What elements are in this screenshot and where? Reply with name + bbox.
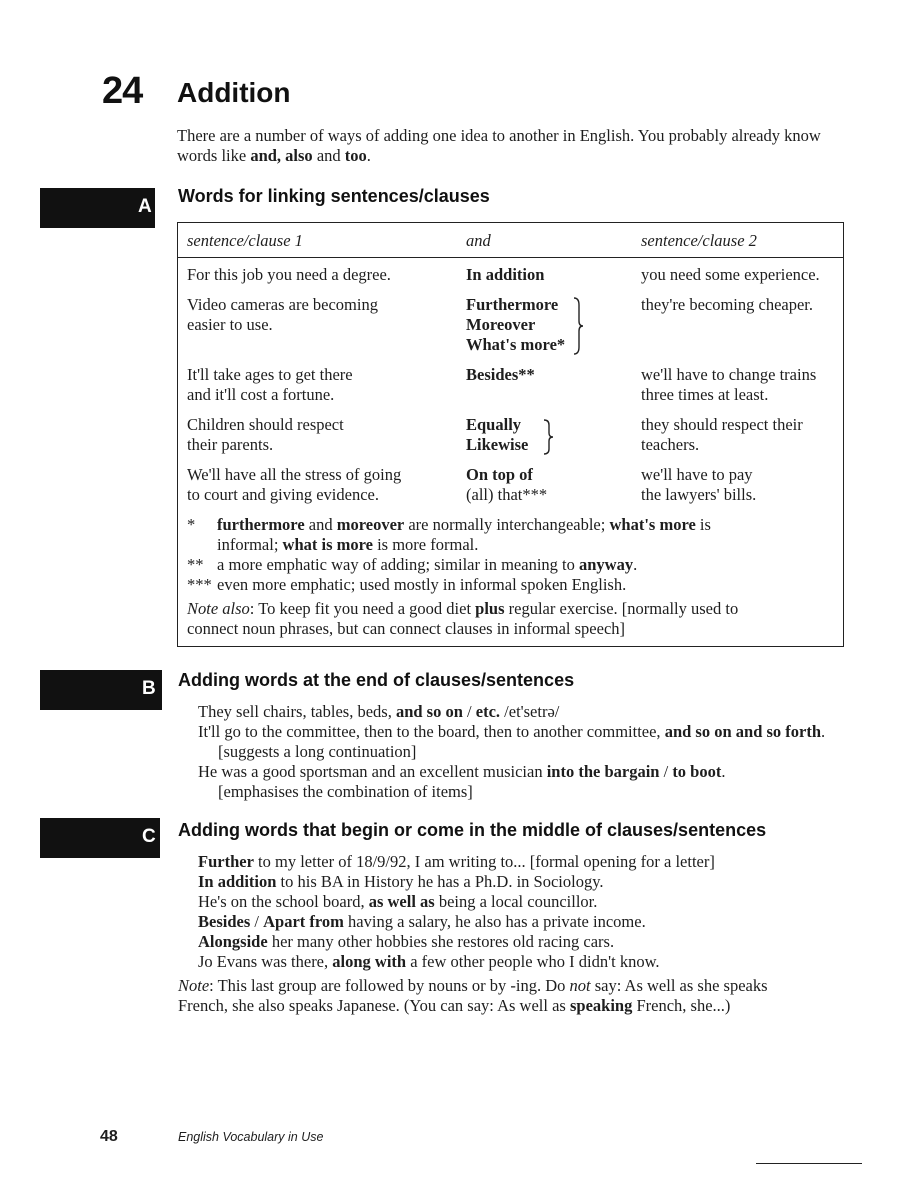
footnote-keyword: moreover [336, 515, 405, 534]
example-keyword: Besides [198, 912, 251, 931]
note-also [187, 599, 837, 619]
example-keyword: along with [332, 952, 407, 971]
book-title: English Vocabulary in Use [178, 1130, 324, 1144]
table-header-rule [178, 257, 843, 258]
note-text: say: As well as she speaks [590, 976, 768, 995]
page-number: 48 [100, 1128, 118, 1145]
footnote-2 [187, 555, 837, 575]
footnote-1-cont [187, 535, 837, 555]
example-text: to my letter of 18/9/92, I am writing to... [formal opening for a letter] [253, 852, 715, 871]
example-keyword: to boot [672, 762, 722, 781]
example-keyword: Further [198, 852, 254, 871]
footnote-keyword: furthermore [217, 515, 305, 534]
table-cell: teachers. [641, 435, 700, 454]
section-a-marker [40, 188, 155, 228]
example-text: . [suggests a long continuation] [218, 722, 826, 761]
example-text: / [659, 762, 673, 781]
unit-number: 24 [102, 70, 143, 112]
section-c-examples [198, 852, 858, 972]
table-cell: Furthermore [466, 295, 559, 314]
note-label: Note also [187, 599, 250, 618]
example-text: having a salary, he also has a private income. [343, 912, 646, 931]
table-row [641, 415, 841, 455]
note-text: French, she...) [632, 996, 731, 1015]
table-cell: to court and giving evidence. [187, 485, 379, 504]
footnote-text: a more emphatic way of adding; similar in meaning to [217, 555, 579, 574]
example-text: a few other people who I didn't know. [406, 952, 660, 971]
right-brace-icon [542, 419, 554, 455]
note-text: connect noun phrases, but can connect clauses in informal speech] [187, 619, 626, 638]
footnote-text: and [304, 515, 337, 534]
example-text: her many other hobbies she restores old racing cars. [267, 932, 615, 951]
list-item [198, 872, 858, 892]
table-cell: we'll have to pay [641, 465, 753, 484]
footnote-text: informal; [217, 535, 283, 554]
section-a-letter: A [138, 196, 152, 217]
section-c-note [178, 976, 848, 1016]
section-a-heading: Words for linking sentences/clauses [178, 186, 490, 206]
note-text: : To keep fit you need a good diet [249, 599, 476, 618]
table-cell: and it'll cost a fortune. [187, 385, 335, 404]
table-cell: you need some experience. [641, 265, 820, 284]
list-item [198, 762, 858, 782]
example-keyword: Apart from [263, 912, 344, 931]
footer-rule [756, 1163, 862, 1164]
example-text: / [250, 912, 264, 931]
footnote-keyword: anyway [579, 555, 634, 574]
footnote-text: is more formal. [372, 535, 479, 554]
table-footnotes [187, 515, 837, 639]
table-row [641, 295, 841, 315]
table-cell: On top of [466, 465, 533, 484]
table-cell: In addition [466, 265, 545, 284]
footnote-marker: * [187, 515, 196, 534]
footnote-marker: ** [187, 555, 204, 574]
example-text: [emphasises the combination of items] [218, 782, 473, 801]
list-item [198, 892, 858, 912]
example-text: . [721, 762, 726, 781]
table-row-connector [466, 265, 616, 285]
table-cell: Moreover [466, 315, 536, 334]
table-cell: Video cameras are becoming [187, 295, 378, 314]
right-brace-icon [572, 297, 584, 355]
intro-paragraph [177, 126, 857, 166]
note-keyword: plus [475, 599, 505, 618]
table-cell: Likewise [466, 435, 529, 454]
footnote-marker: *** [187, 575, 212, 594]
table-cell: three times at least. [641, 385, 769, 404]
table-row [187, 265, 457, 285]
example-keyword: and so on and so forth [664, 722, 822, 741]
example-text: /et'setrə/ [500, 702, 560, 721]
intro-keyword: and, also [250, 146, 313, 165]
table-row-connector [466, 295, 616, 355]
list-item [198, 852, 858, 872]
table-row [641, 465, 841, 505]
table-cell: We'll have all the stress of going [187, 465, 402, 484]
example-text: being a local councillor. [434, 892, 598, 911]
table-cell: they're becoming cheaper. [641, 295, 814, 314]
list-item [198, 722, 858, 762]
example-keyword: etc. [475, 702, 501, 721]
intro-text: and [312, 146, 345, 165]
table-row-connector [466, 365, 616, 385]
table-cell: they should respect their [641, 415, 803, 434]
section-b-letter: B [142, 678, 156, 699]
section-c-letter: C [142, 826, 156, 847]
example-text: / [462, 702, 476, 721]
table-row [187, 465, 457, 505]
section-b-marker [40, 670, 162, 710]
section-b-examples [198, 702, 858, 802]
table-cell: easier to use. [187, 315, 273, 334]
example-text: Jo Evans was there, [198, 952, 333, 971]
list-item-cont [198, 782, 858, 802]
note-text: : This last group are followed by nouns or by -ing. Do [209, 976, 570, 995]
table-cell: (all) that*** [466, 485, 548, 504]
table-cell: For this job you need a degree. [187, 265, 391, 284]
note-line [178, 996, 848, 1016]
example-text: It'll go to the committee, then to the board, then to another committee, [198, 722, 665, 741]
table-row-connector [466, 465, 616, 505]
list-item [198, 932, 858, 952]
footnote-keyword: what is more [282, 535, 373, 554]
note-text: French, she also speaks Japanese. (You can say: As well as [178, 996, 570, 1015]
example-text: to his BA in History he has a Ph.D. in Sociology. [276, 872, 604, 891]
unit-title: Addition [177, 77, 291, 108]
example-text: He's on the school board, [198, 892, 369, 911]
footnote-text: are normally interchangeable; [404, 515, 610, 534]
linking-words-table [177, 222, 844, 647]
table-header-col3: sentence/clause 2 [641, 231, 757, 250]
note-also-cont [187, 619, 837, 639]
intro-keyword: too [344, 146, 367, 165]
table-row-connector [466, 415, 616, 455]
table-row [641, 265, 841, 285]
table-header-col2: and [466, 231, 491, 250]
note-label: Note [178, 976, 210, 995]
table-row [187, 365, 457, 405]
footnote-text: even more emphatic; used mostly in informal spoken English. [217, 575, 627, 594]
table-header-col1: sentence/clause 1 [187, 231, 303, 250]
section-c-marker [40, 818, 160, 858]
footnote-text: . [633, 555, 638, 574]
footnote-text: is [695, 515, 711, 534]
table-cell: What's more* [466, 335, 566, 354]
table-cell: Equally [466, 415, 522, 434]
table-cell: we'll have to change trains [641, 365, 817, 384]
note-text: regular exercise. [normally used to [504, 599, 739, 618]
table-cell: Children should respect [187, 415, 344, 434]
table-row [187, 415, 457, 455]
intro-text: There are a number of ways of adding one idea to another in English. You probably already know words like [177, 126, 821, 165]
list-item [198, 702, 858, 722]
example-keyword: as well as [368, 892, 435, 911]
note-line [178, 976, 848, 996]
intro-text: . [366, 146, 371, 165]
example-keyword: and so on [395, 702, 463, 721]
section-c-heading: Adding words that begin or come in the middle of clauses/sentences [178, 820, 767, 840]
table-row [641, 365, 841, 405]
example-keyword: Alongside [198, 932, 268, 951]
table-row [187, 295, 457, 335]
list-item [198, 952, 858, 972]
example-keyword: In addition [198, 872, 277, 891]
footnote-keyword: what's more [609, 515, 696, 534]
example-text: He was a good sportsman and an excellent musician [198, 762, 547, 781]
section-b-heading: Adding words at the end of clauses/sentences [178, 670, 575, 690]
note-keyword: speaking [569, 996, 633, 1015]
example-text: They sell chairs, tables, beds, [198, 702, 396, 721]
table-cell: their parents. [187, 435, 274, 454]
list-item [198, 912, 858, 932]
table-cell: the lawyers' bills. [641, 485, 757, 504]
footnote-1 [187, 515, 837, 535]
note-emphasis: not [569, 976, 591, 995]
example-keyword: into the bargain [546, 762, 660, 781]
table-cell: It'll take ages to get there [187, 365, 353, 384]
footnote-3 [187, 575, 837, 595]
table-cell: Besides** [466, 365, 535, 384]
